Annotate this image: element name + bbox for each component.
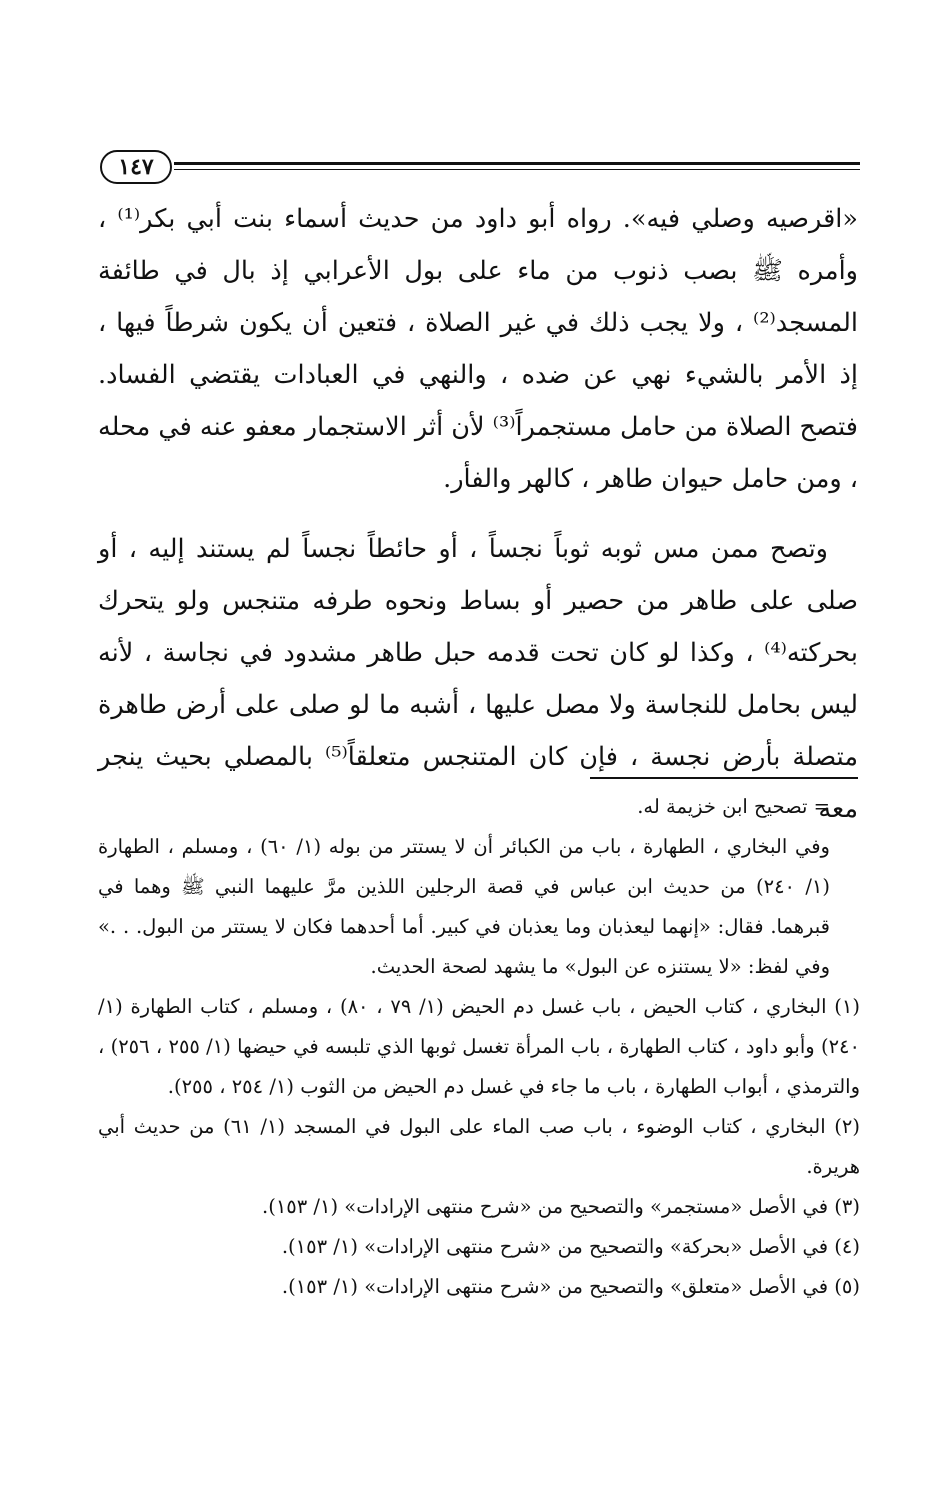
footnote-5: (٥) في الأصل «متعلق» والتصحيح من «شرح منتهى الإرادات» (١/ ١٥٣).	[281, 1275, 860, 1298]
page-number: ١٤٧	[100, 150, 172, 184]
header-rule	[174, 162, 860, 165]
footnote-continued: = تصحيح ابن خزيمة له.	[637, 795, 830, 818]
footnote-2: (٢) البخاري ، كتاب الوضوء ، باب صب الماء على البول في المسجد (١/ ٦١) من حديث أبي هريرة.	[98, 1115, 860, 1178]
paragraph: وتصح ممن مس ثوبه ثوباً نجساً ، أو حائطاً نجساً لم يستند إليه ، أو صلى على طاهر من حصير أو بساط ونحوه طرفه متنجس ولو يتحرك بحركته⁽⁴⁾ ، وكذا لو كان تحت قدمه حبل طاهر مشدود في نجاسة ، لأنه ليس بحامل للنجاسة ولا مصل عليها ، أشبه ما لو صلى على أرض طاهرة متصلة بأرض نجسة ، فإن كان المتنجس متعلقاً⁽⁵⁾ بالمصلي بحيث ينجر معه	[98, 534, 858, 824]
header-rule-thin	[174, 169, 860, 170]
footnote-3: (٣) في الأصل «مستجمر» والتصحيح من «شرح منتهى الإرادات» (١/ ١٥٣).	[262, 1195, 860, 1218]
footnote-4: (٤) في الأصل «بحركة» والتصحيح من «شرح منتهى الإرادات» (١/ ١٥٣).	[281, 1235, 860, 1258]
footnote-separator	[590, 777, 858, 779]
footnote-continued: وفي البخاري ، الطهارة ، باب من الكبائر أن لا يستتر من بوله (١/ ٦٠) ، ومسلم ، الطهارة (١/ ٢٤٠) من حديث ابن عباس في قصة الرجلين اللذين مرَّ عليهما النبي ﷺ وهما في قبرهما. فقال: «إنهما ليعذبان وما يعذبان في كبير. أما أحدهما فكان لا يستتر من البول. . .» وفي لفظ: «لا يستنزه عن البول» ما يشهد لصحة الحديث.	[98, 835, 830, 978]
main-text	[98, 193, 858, 835]
footnote-1: (١) البخاري ، كتاب الحيض ، باب غسل دم الحيض (١/ ٧٩ ، ٨٠) ، ومسلم ، كتاب الطهارة (١/ ٢٤٠) وأبو داود ، كتاب الطهارة ، باب المرأة تغسل ثوبها الذي تلبسه في حيضها (١/ ٢٥٥ ، ٢٥٦) ، والترمذي ، أبواب الطهارة ، باب ما جاء في غسل دم الحيض من الثوب (١/ ٢٥٤ ، ٢٥٥).	[98, 995, 860, 1098]
page-header	[100, 148, 860, 188]
paragraph: «اقرصيه وصلي فيه». رواه أبو داود من حديث أسماء بنت أبي بكر⁽¹⁾ ، وأمره ﷺ بصب ذنوب من ماء على بول الأعرابي إذ بال في طائفة المسجد⁽²⁾ ، ولا يجب ذلك في غير الصلاة ، فتعين أن يكون شرطاً فيها ، إذ الأمر بالشيء نهي عن ضده ، والنهي في العبادات يقتضي الفساد. فتصح الصلاة من حامل مستجمراً⁽³⁾ لأن أثر الاستجمار معفو عنه في محله ، ومن حامل حيوان طاهر ، كالهر والفأر.	[98, 204, 858, 494]
footnotes	[98, 787, 860, 1307]
